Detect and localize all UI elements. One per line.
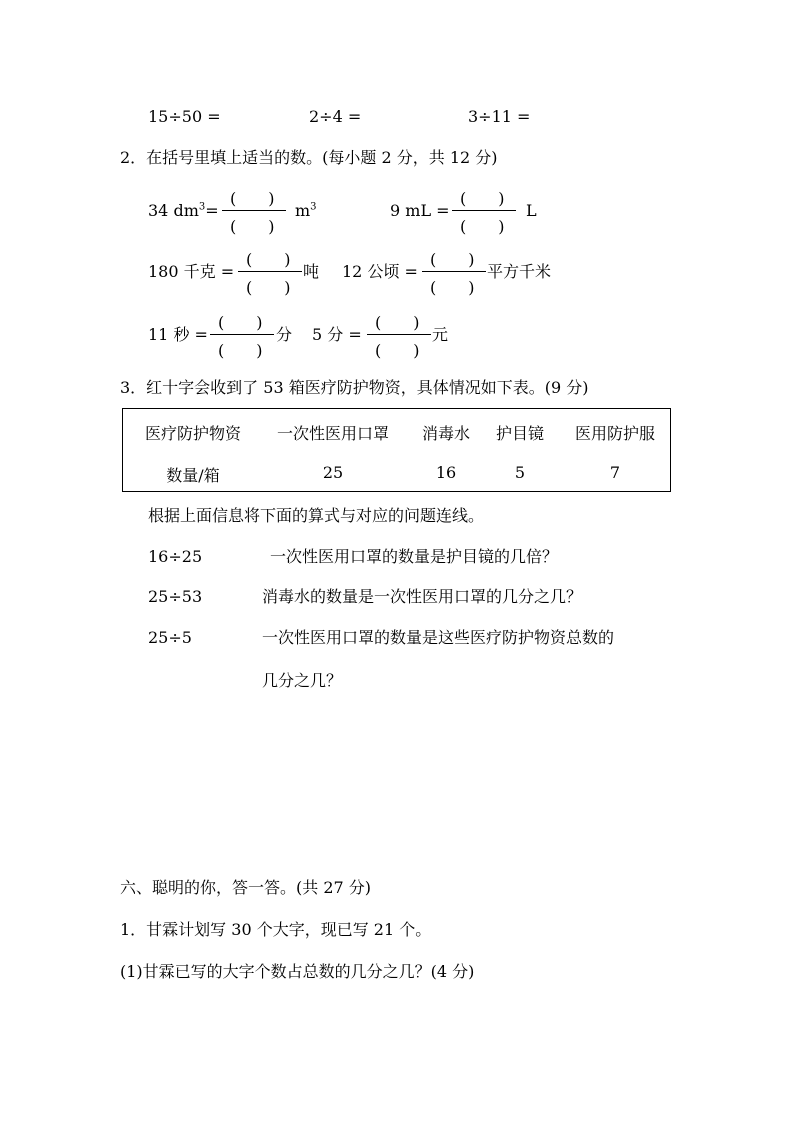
numerator-blank[interactable]: ( ) — [375, 313, 420, 332]
numerator-blank[interactable]: ( ) — [430, 250, 475, 269]
matching-question-1[interactable]: 一次性医用口罩的数量是护目镜的几倍？ — [270, 547, 559, 566]
q2-item-6-unit: 元 — [432, 325, 449, 344]
supplies-table — [122, 408, 671, 492]
table-value-gowns: 7 — [609, 463, 621, 482]
matching-expression-2[interactable]: 25÷53 — [148, 587, 203, 606]
table-header-masks: 一次性医用口罩 — [276, 424, 389, 443]
table-value-goggles: 5 — [514, 463, 526, 482]
q3-title: 3．红十字会收到了 53 箱医疗防护物资，具体情况如下表。(9 分) — [120, 378, 589, 397]
matching-question-3-cont: 几分之几？ — [262, 671, 343, 690]
q3-instruction: 根据上面信息将下面的算式与对应的问题连线。 — [148, 506, 485, 525]
q2-item-2-unit: L — [526, 201, 537, 220]
denominator-blank[interactable]: ( ) — [218, 341, 263, 360]
table-value-masks: 25 — [322, 463, 344, 482]
table-value-disinfectant: 16 — [435, 463, 457, 482]
fraction-bar — [238, 271, 302, 272]
denominator-blank[interactable]: ( ) — [375, 341, 420, 360]
fraction-bar — [210, 334, 274, 335]
numerator-blank[interactable]: ( ) — [230, 189, 275, 208]
denominator-blank[interactable]: ( ) — [430, 278, 475, 297]
table-header-goggles: 护目镜 — [495, 424, 544, 443]
q2-item-1-unit: $m^3$ — [295, 201, 317, 220]
matching-question-3[interactable]: 一次性医用口罩的数量是这些医疗防护物资总数的 — [262, 628, 615, 647]
matching-question-2[interactable]: 消毒水的数量是一次性医用口罩的几分之几？ — [262, 587, 583, 606]
q2-item-3-left: 180 千克 = — [148, 262, 235, 281]
denominator-blank[interactable]: ( ) — [230, 217, 275, 236]
q2-item-6-left: 5 分 = — [312, 325, 362, 344]
denominator-blank[interactable]: ( ) — [246, 278, 291, 297]
table-header-gowns: 医用防护服 — [574, 424, 655, 443]
expression-3-div-11: 3÷11 = — [468, 107, 531, 126]
table-row-label: 数量/箱 — [166, 466, 220, 485]
q2-item-3-unit: 吨 — [303, 262, 320, 281]
fraction-bar — [222, 210, 286, 211]
matching-expression-3[interactable]: 25÷5 — [148, 628, 192, 647]
q2-item-2-left: 9 mL = — [390, 201, 450, 220]
q2-item-5-left: 11 秒 = — [148, 325, 208, 344]
section-6-q1-part1: (1)甘霖已写的大字个数占总数的几分之几？(4 分) — [120, 962, 475, 981]
denominator-blank[interactable]: ( ) — [460, 217, 505, 236]
q2-item-5-unit: 分 — [276, 325, 293, 344]
section-6-title: 六、聪明的你，答一答。(共 27 分) — [120, 878, 372, 897]
numerator-blank[interactable]: ( ) — [218, 313, 263, 332]
q2-item-4-unit: 平方千米 — [487, 262, 552, 281]
numerator-blank[interactable]: ( ) — [246, 250, 291, 269]
section-6-q1: 1．甘霖计划写 30 个大字，现已写 21 个。 — [120, 920, 432, 939]
numerator-blank[interactable]: ( ) — [460, 189, 505, 208]
q2-item-4-left: 12 公顷 = — [342, 262, 418, 281]
fraction-bar — [422, 271, 486, 272]
q2-item-1-left: 34 $dm^3=$ — [148, 201, 219, 220]
expression-2-div-4: 2÷4 = — [309, 107, 362, 126]
q2-title: 2．在括号里填上适当的数。(每小题 2 分，共 12 分) — [120, 148, 498, 167]
fraction-bar — [452, 210, 516, 211]
matching-expression-1[interactable]: 16÷25 — [148, 547, 203, 566]
expression-15-div-50: 15÷50 = — [148, 107, 221, 126]
table-header-supplies: 医疗防护物资 — [144, 424, 241, 443]
fraction-bar — [367, 334, 431, 335]
table-header-disinfectant: 消毒水 — [421, 424, 470, 443]
